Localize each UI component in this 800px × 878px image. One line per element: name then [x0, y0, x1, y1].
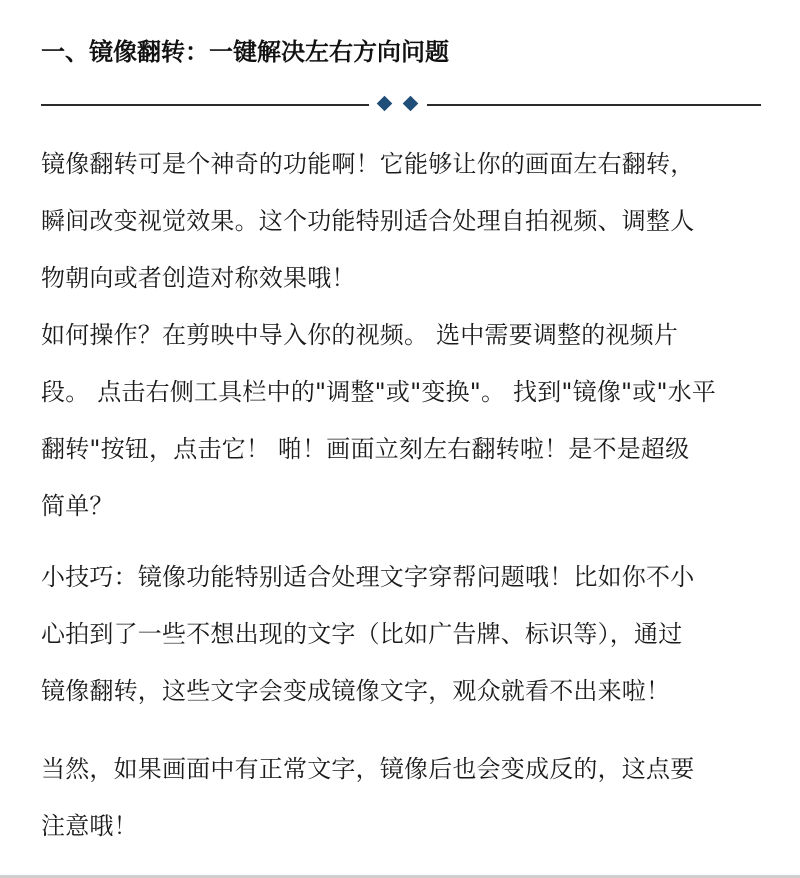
paragraph-tip	[41, 549, 763, 720]
paragraph-note	[41, 741, 763, 855]
paragraph-intro-and-steps	[41, 136, 763, 535]
paragraph-line: 当然，如果画面中有正常文字，镜像后也会变成反的，这点要	[41, 755, 695, 783]
heading-divider	[41, 93, 761, 117]
paragraph-line: 心拍到了一些不想出现的文字（比如广告牌、标识等），通过	[41, 620, 683, 648]
section-heading: 一、镜像翻转：一键解决左右方向问题	[41, 38, 449, 66]
paragraph-line: 物朝向或者创造对称效果哦！	[41, 264, 356, 292]
paragraph-line: 镜像翻转可是个神奇的功能啊！它能够让你的画面左右翻转，	[41, 150, 695, 178]
paragraph-line: 镜像翻转，这些文字会变成镜像文字，观众就看不出来啦！	[41, 677, 671, 705]
paragraph-line: 简单？	[41, 492, 114, 520]
paragraph-line: 翻转"按钮，点击它！ 啪！画面立刻左右翻转啦！是不是超级	[41, 435, 690, 463]
paragraph-line: 如何操作？在剪映中导入你的视频。 选中需要调整的视频片	[41, 321, 679, 349]
paragraph-line: 注意哦！	[41, 812, 138, 840]
divider-line-right	[427, 104, 761, 106]
paragraph-line: 瞬间改变视觉效果。这个功能特别适合处理自拍视频、调整人	[41, 207, 695, 235]
diamond-icon	[403, 96, 419, 112]
paragraph-line: 小技巧：镜像功能特别适合处理文字穿帮问题哦！比如你不小	[41, 563, 695, 591]
diamond-icon	[377, 96, 393, 112]
divider-line-left	[41, 104, 369, 106]
paragraph-line: 段。 点击右侧工具栏中的"调整"或"变换"。 找到"镜像"或"水平	[41, 378, 717, 406]
